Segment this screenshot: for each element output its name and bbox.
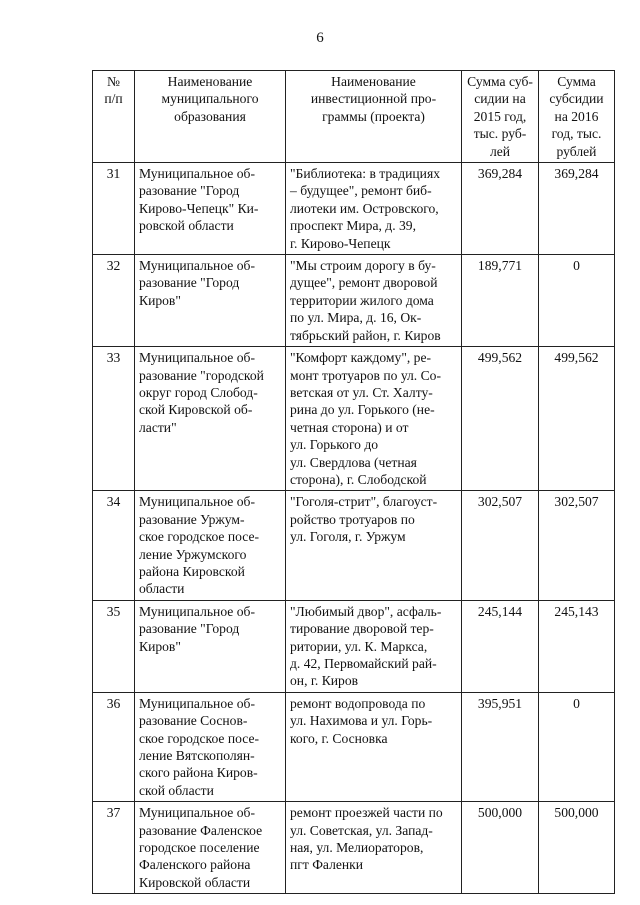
row-program: "Гоголя-стрит", благоуст- ройство тротуаров по ул. Гоголя, г. Уржум <box>286 491 462 600</box>
table-row <box>93 600 615 692</box>
row-sum-2015: 189,771 <box>462 255 539 347</box>
table-row <box>93 802 615 894</box>
header-sum-2016: Сумма субсидии на 2016 год, тыс. рублей <box>539 71 615 163</box>
row-sum-2016: 499,562 <box>539 347 615 491</box>
row-num: 31 <box>93 163 135 255</box>
subsidy-table <box>92 70 615 894</box>
table-header-row <box>93 71 615 163</box>
row-sum-2015: 395,951 <box>462 692 539 801</box>
row-sum-2016: 0 <box>539 255 615 347</box>
row-sum-2016: 369,284 <box>539 163 615 255</box>
row-municipality: Муниципальное об- разование "Город Киров" <box>135 600 286 692</box>
header-municipality: Наименование муниципального образования <box>135 71 286 163</box>
row-sum-2015: 499,562 <box>462 347 539 491</box>
row-program: ремонт водопровода по ул. Нахимова и ул. Горь- кого, г. Сосновка <box>286 692 462 801</box>
page-number: 6 <box>316 30 324 46</box>
row-municipality: Муниципальное об- разование "Город Кирово-Чепецк" Ки- ровской области <box>135 163 286 255</box>
row-sum-2016: 245,143 <box>539 600 615 692</box>
row-num: 32 <box>93 255 135 347</box>
row-sum-2016: 0 <box>539 692 615 801</box>
table-row <box>93 255 615 347</box>
row-sum-2015: 500,000 <box>462 802 539 894</box>
row-municipality: Муниципальное об- разование "Город Киров" <box>135 255 286 347</box>
row-municipality: Муниципальное об- разование Уржум- ское городское посе- ление Уржумского района Кировской области <box>135 491 286 600</box>
header-num: № п/п <box>93 71 135 163</box>
row-sum-2015: 302,507 <box>462 491 539 600</box>
row-num: 34 <box>93 491 135 600</box>
row-num: 37 <box>93 802 135 894</box>
row-program: "Библиотека: в традициях – будущее", ремонт биб- лиотеки им. Островского, проспект Мира, д. 39, г. Кирово-Чепецк <box>286 163 462 255</box>
row-municipality: Муниципальное об- разование Фаленское городское поселение Фаленского района Кировской области <box>135 802 286 894</box>
row-municipality: Муниципальное об- разование Соснов- ское городское посе- ление Вятскополян- ского района Киров- ской области <box>135 692 286 801</box>
row-sum-2015: 369,284 <box>462 163 539 255</box>
table-row <box>93 692 615 801</box>
row-municipality: Муниципальное об- разование "городской округ город Слобод- ской Кировской об- ласти" <box>135 347 286 491</box>
row-program: "Любимый двор", асфаль- тирование дворовой тер- ритории, ул. К. Маркса, д. 42, Первомайский рай- он, г. Киров <box>286 600 462 692</box>
header-sum-2015: Сумма суб- сидии на 2015 год, тыс. руб- лей <box>462 71 539 163</box>
row-program: "Мы строим дорогу в бу- дущее", ремонт дворовой территории жилого дома по ул. Мира, д. 16, Ок- тябрьский район, г. Киров <box>286 255 462 347</box>
row-program: "Комфорт каждому", ре- монт тротуаров по ул. Со- ветская от ул. Ст. Халту- рина до ул. Горького (не- четная сторона) и от ул. Горького до ул. Свердлова (четная сторона), г. Слободской <box>286 347 462 491</box>
row-program: ремонт проезжей части по ул. Советская, ул. Запад- ная, ул. Мелиораторов, пгт Фаленки <box>286 802 462 894</box>
row-sum-2015: 245,144 <box>462 600 539 692</box>
table-row <box>93 347 615 491</box>
header-program: Наименование инвестиционной про- граммы (проекта) <box>286 71 462 163</box>
row-sum-2016: 500,000 <box>539 802 615 894</box>
row-num: 35 <box>93 600 135 692</box>
table-row <box>93 491 615 600</box>
table-row <box>93 163 615 255</box>
row-sum-2016: 302,507 <box>539 491 615 600</box>
row-num: 36 <box>93 692 135 801</box>
row-num: 33 <box>93 347 135 491</box>
